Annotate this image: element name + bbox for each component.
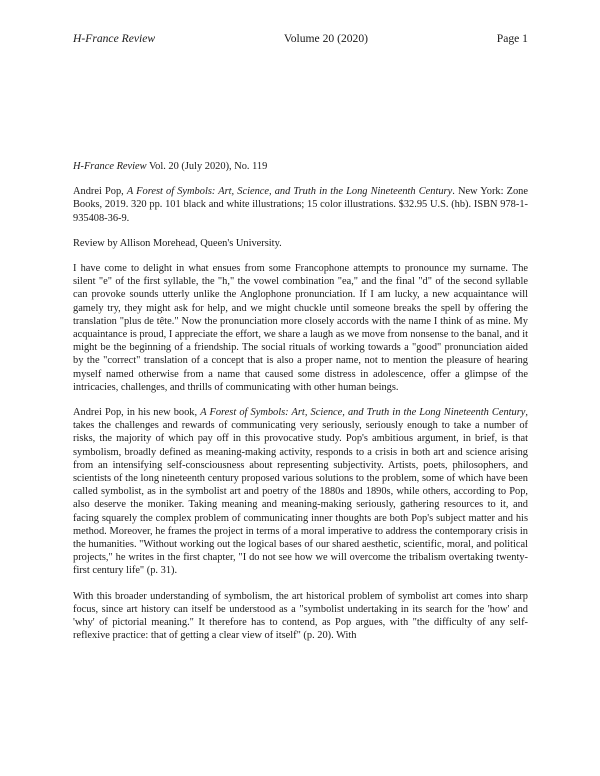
- page-header: [73, 32, 528, 45]
- header-journal: H-France Review: [73, 32, 156, 45]
- citation-rest: Vol. 20 (July 2020), No. 119: [146, 161, 268, 172]
- paragraph-1: I have come to delight in what ensues from some Francophone attempts to pronounce my surname. The silent "e" of the first syllable, the "h," the vowel combination "ea," and the final "d" of the second syllable can provoke sounds utterly unlike the Anglophone pronunciation. If I am lucky, a new acquaintance will gamely try, they might ask for help, and we might chuckle until someone breaks the spell by offering the translation "plus de tête." Now the pronunciation more closely accords with the name I think of as mine. My acquaintance is proud, I appreciate the effort, we share a laugh as we move from nonsense to the banal, and it might be the beginning of a friendship. The social rituals of working towards a "good" pronunciation aided by the "correct" translation of a concept that is also a proper name, not to mention the pleasure of hearing myself named otherwise from a name that caused some distress in adolescence, offer a glimpse of the intricacies, challenges, and thrills of communicating with other human beings.: [73, 263, 528, 393]
- paragraph-2-start: Andrei Pop, in his new book,: [73, 407, 201, 419]
- paragraph-2: [73, 406, 528, 578]
- citation-line: [73, 160, 528, 173]
- book-author: Andrei Pop,: [73, 186, 127, 198]
- document-body: [73, 160, 528, 655]
- paragraph-2-rest: , takes the challenges and rewards of communicating very seriously, seriously enough to take a number of risks, the majority of which pay off in this provocative study. Pop's ambitious argument, in brief, is that symbolism, broadly defined as meaning-making activity, responds to a crisis in both art and science arising from an intensifying self-consciousness about representing subjectivity. Artists, poets, philosophers, and scientists of the long nineteenth century proposed various solutions to the problem, some of which have been called symbolist, as in the symbolist art and poetry of the 1880s and 1890s, while others, according to Pop, also deserve the moniker. Taking meaning and meaning-making seriously, gathering resources to it, and facing squarely the complex problem of communicating inner thoughts are both Pop's subject matter and his method. Moreover, he frames the project in terms of a moral imperative to address the contemporary crisis in the humanities. "Without working out the logical bases of our shared aesthetic, scientific, moral, and political projects," he writes in the first chapter, "I do not see how we will overcome the tribalism overtaking twenty-first century life" (p. 31).: [73, 407, 528, 577]
- header-volume: Volume 20 (2020): [283, 32, 368, 45]
- paragraph-3: With this broader understanding of symbolism, the art historical problem of symbolist art comes into sharp focus, since art history can itself be understood as a "symbolist undertaking in its search for the 'how' and 'why' of pictorial meaning." It therefore has to contend, as Pop argues, with "the difficulty of any self-reflexive practice: that of getting a clear view of itself" (p. 20). With: [73, 590, 528, 642]
- reviewer-line: Review by Allison Morehead, Queen's University.: [73, 237, 282, 249]
- book-title: A Forest of Symbols: Art, Science, and Truth in the Long Nineteenth Century: [126, 186, 453, 198]
- book-details: . New York: Zone Books, 2019. 320 pp. 101 black and white illustrations; 15 color illustrations. $32.95 U.S. (hb). ISBN 978-1-935408-36-9.: [73, 186, 528, 224]
- header-page-number: Page 1: [496, 32, 528, 45]
- citation-journal: H-France Review: [73, 161, 147, 172]
- book-reference: [73, 185, 528, 225]
- paragraph-2-title: A Forest of Symbols: Art, Science, and Truth in the Long Nineteenth Century: [200, 407, 526, 419]
